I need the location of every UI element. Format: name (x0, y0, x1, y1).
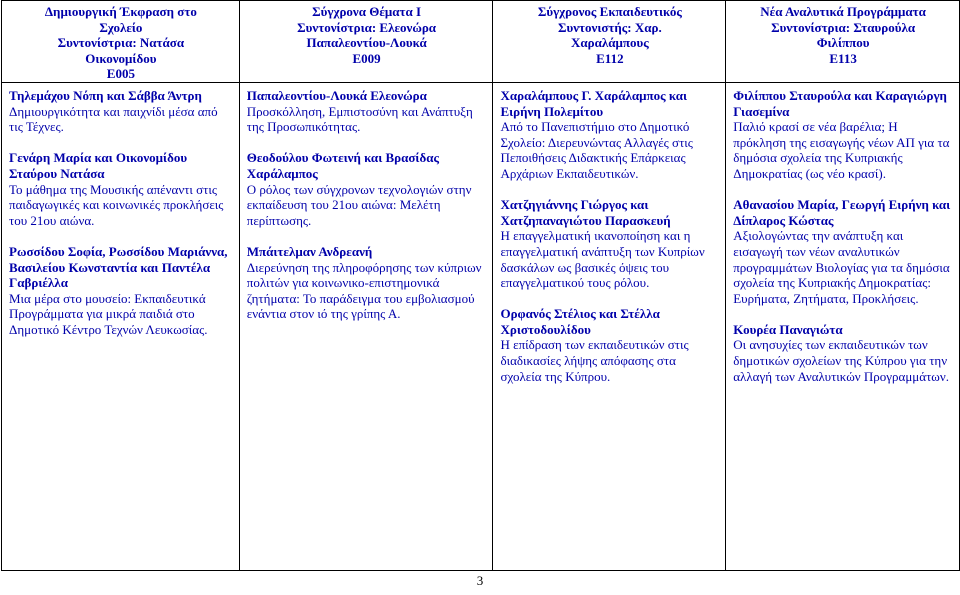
presentation-title: Από το Πανεπιστήμιο στο Δημοτικό Σχολείο: Διερευνώντας Αλλαγές στις Πεποιθήσεις Διδακτικής Επάρκειας Αρχάριων Εκπαιδευτικών. (500, 119, 693, 181)
presentation-item (9, 244, 233, 338)
presentation-title: Η επίδραση των εκπαιδευτικών στις διαδικασίες λήψης απόφασης στα σχολεία της Κύπρου. (500, 337, 689, 384)
header-room: Ε112 (596, 50, 624, 66)
presentation-title: Ο ρόλος των σύγχρονων τεχνολογιών στην εκπαίδευση του 21ου αιώνα: Μελέτη περίπτωσης. (246, 181, 472, 228)
presentation-title: Οι ανησυχίες των εκπαιδευτικών των δημοτικών σχολείων της Κύπρου για την αλλαγή των Αναλυτικών Προγραμμάτων. (733, 337, 949, 384)
presentation-item (733, 197, 953, 306)
sessions-body-row (2, 82, 960, 570)
header-line: Συντονίστρια: Νατάσα (57, 35, 185, 51)
presentation-authors: Παπαλεοντίου-Λουκά Ελεονώρα (246, 87, 427, 103)
presentation-authors: Φιλίππου Σταυρούλα και Καραγιώργη Γιασεμίνα (733, 87, 947, 119)
presentation-authors: Μπάιτελμαν Ανδρεανή (246, 243, 373, 259)
presentation-title: Δημιουργικότητα και παιχνίδι μέσα από τις Τέχνες. (9, 103, 218, 135)
header-line: Παπαλεοντίου-Λουκά (306, 35, 427, 51)
presentation-authors: Τηλεμάχου Νόπη και Σάββα Άντρη (9, 87, 202, 103)
header-line: Σχολείο (99, 19, 143, 35)
presentation-title: Παλιό κρασί σε νέα βαρέλια; Η πρόκληση της εισαγωγής νέων ΑΠ για τα δημόσια σχολεία της Κυπριακής Δημοκρατίας (ως νέο κρασί). (733, 119, 950, 181)
session-header-e112 (493, 1, 726, 83)
header-line: Συντονιστής: Χαρ. (557, 19, 662, 35)
header-line: Συντονίστρια: Ελεονώρα (297, 19, 437, 35)
page-number: 3 (476, 573, 484, 588)
header-line: Σύγχρονα Θέματα Ι (312, 4, 422, 19)
session-cell-e005 (2, 82, 240, 570)
session-header-e009 (239, 1, 493, 83)
header-line: Χαραλάμπους (570, 35, 649, 51)
header-line: Συντονίστρια: Σταυρούλα (771, 19, 916, 35)
session-cell-e112 (493, 82, 726, 570)
header-line: Φιλίππου (816, 35, 870, 51)
presentation-title: Το μάθημα της Μουσικής απέναντι στις παιδαγωγικές και κοινωνικές προκλήσεις του 21ου αιώνα. (9, 181, 224, 228)
presentation-title: Προσκόλληση, Εμπιστοσύνη και Ανάπτυξη της Προσωπικότητας. (246, 103, 473, 135)
presentation-item (9, 150, 233, 228)
header-room: Ε009 (352, 50, 381, 66)
presentation-item (500, 197, 719, 291)
presentation-authors: Θεοδούλου Φωτεινή και Βρασίδας Χαράλαμπος (246, 150, 439, 181)
presentation-title: Μια μέρα στο μουσείο: Εκπαιδευτικά Προγράμματα για μικρά παιδιά στο Δημοτικό Κέντρο Τεχνών Λευκωσίας. (9, 290, 208, 337)
header-line: Δημιουργική Έκφραση στο (44, 4, 197, 19)
presentation-item (247, 244, 487, 322)
sessions-header-row (2, 1, 960, 83)
presentation-authors: Χατζηγιάννης Γιώργος και Χατζηπαναγιώτου Παρασκευή (500, 197, 671, 228)
presentation-authors: Ορφανός Στέλιος και Στέλλα Χριστοδουλίδου (500, 306, 660, 337)
header-line: Σύγχρονος Εκπαιδευτικός (537, 4, 682, 19)
session-cell-e113 (726, 82, 960, 570)
presentation-item (247, 150, 487, 228)
session-header-e005 (2, 1, 240, 83)
session-cell-e009 (239, 82, 493, 570)
presentation-authors: Κουρέα Παναγιώτα (733, 321, 843, 337)
presentation-title: Διερεύνηση της πληροφόρησης των κύπριων πολιτών για κοινωνικο-επιστημονικά ζητήματα: Το παράδειγμα του εμβολιασμού ενάντια στον ιό της γρίπης Α. (246, 259, 482, 322)
header-room: Ε113 (829, 50, 857, 66)
presentation-authors: Χαραλάμπους Γ. Χαράλαμπος και Ειρήνη Πολεμίτου (500, 87, 687, 119)
presentation-item (733, 322, 953, 384)
header-line: Οικονομίδου (85, 50, 157, 66)
presentation-title: Η επαγγελματική ικανοποίηση και η επαγγελματική ανάπτυξη των Κυπρίων δασκάλων ως βασικές όψεις του επαγγελματικού τους ρόλου. (500, 228, 705, 291)
presentation-authors: Γενάρη Μαρία και Οικονομίδου Σταύρου Νατάσα (9, 150, 188, 181)
presentation-item (733, 88, 953, 182)
presentation-authors: Αθανασίου Μαρία, Γεωργή Ειρήνη και Δίπλαρος Κώστας (733, 197, 951, 228)
session-header-e113 (726, 1, 960, 83)
presentation-authors: Ρωσσίδου Σοφία, Ρωσσίδου Μαριάννα, Βασιλείου Κωνσταντία και Παντέλα Γαβριέλλα (9, 243, 228, 291)
presentation-title: Αξιολογώντας την ανάπτυξη και εισαγωγή των νέων αναλυτικών προγραμμάτων Βιολογίας για τα δημόσια σχολεία της Κυπριακής Δημοκρατίας: Ευρήματα, Ζητήματα, Προκλήσεις. (733, 228, 950, 306)
presentation-item (500, 306, 719, 384)
presentation-item (500, 88, 719, 182)
presentation-item (247, 88, 487, 135)
header-room: Ε005 (106, 66, 135, 82)
sessions-table (1, 0, 960, 571)
header-line: Νέα Αναλυτικά Προγράμματα (760, 4, 926, 19)
presentation-item (9, 88, 233, 135)
